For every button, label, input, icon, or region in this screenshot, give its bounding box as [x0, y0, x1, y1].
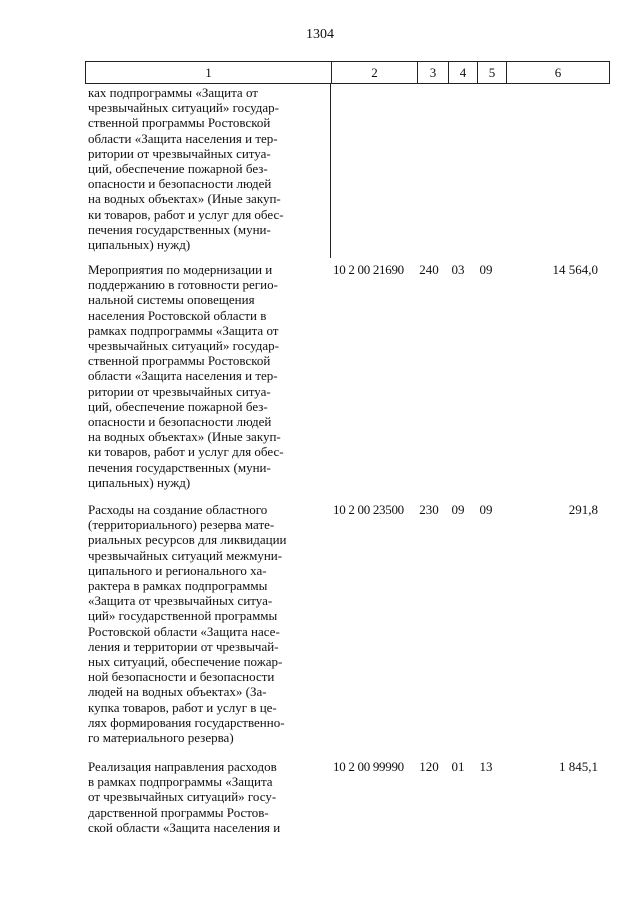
amount: 291,8	[568, 502, 598, 517]
subsection-code: 09	[479, 262, 493, 277]
column-header-2: 2	[332, 62, 418, 84]
target-article-code: 10 2 00 99990	[333, 759, 404, 774]
section-code: 01	[451, 759, 465, 774]
amount: 1 845,1	[559, 759, 598, 774]
expense-type: 230	[419, 502, 439, 517]
page-number: 1304	[306, 27, 334, 42]
row-description: Реализация направления расходов в рамках подпрограммы «Защита от чрезвычайных ситуаций» госу- дарственной программы Ростов- ской области «Защита населения и	[88, 759, 281, 835]
column-divider	[330, 83, 331, 258]
row-description: Мероприятия по модернизации и поддержанию в готовности регио- нальной системы оповещения населения Ростовской области в рамках подпрограммы «Защита от чрезвычайных ситуаций» государ- ственной программы Ростовской области «Защита населения и тер- ритории от чрезвычайных ситуа- ций, обеспечение пожарной без- опасности и безопасности людей на водных объектах» (Иные закуп- ки товаров, работ и услуг для обес- печения государственных (муни- ципальных) нужд)	[88, 262, 284, 490]
subsection-code: 09	[479, 502, 493, 517]
amount: 14 564,0	[552, 262, 598, 277]
table-header	[85, 61, 610, 84]
column-header-5: 5	[478, 62, 507, 84]
target-article-code: 10 2 00 23500	[333, 502, 404, 517]
column-header-1: 1	[86, 62, 332, 84]
column-header-6: 6	[507, 62, 610, 84]
column-header-3: 3	[418, 62, 449, 84]
row-description: Расходы на создание областного (территориального) резерва мате- риальных ресурсов для ликвидации чрезвычайных ситуаций межмуни- ципального и регионального ха- рактера в рамках подпрограммы «Защита от чрезвычайных ситуа- ций» государственной программы Ростовской области «Защита насе- ления и территории от чрезвычай- ных ситуаций, обеспечение пожар- ной безопасности и безопасности людей на водных объектах» (За- купка товаров, работ и услуг в це- лях формирования государственно- го материального резерва)	[88, 502, 287, 746]
section-code: 03	[451, 262, 465, 277]
target-article-code: 10 2 00 21690	[333, 262, 404, 277]
column-header-4: 4	[449, 62, 478, 84]
expense-type: 120	[419, 759, 439, 774]
section-code: 09	[451, 502, 465, 517]
row-description: ках подпрограммы «Защита от чрезвычайных ситуаций» государ- ственной программы Ростовской области «Защита населения и тер- ритории от чрезвычайных ситуа- ций, обеспечение пожарной без- опасности и безопасности людей на водных объектах» (Иные закуп- ки товаров, работ и услуг для обес- печения государственных (муни- ципальных) нужд)	[88, 85, 284, 253]
expense-type: 240	[419, 262, 439, 277]
subsection-code: 13	[479, 759, 493, 774]
